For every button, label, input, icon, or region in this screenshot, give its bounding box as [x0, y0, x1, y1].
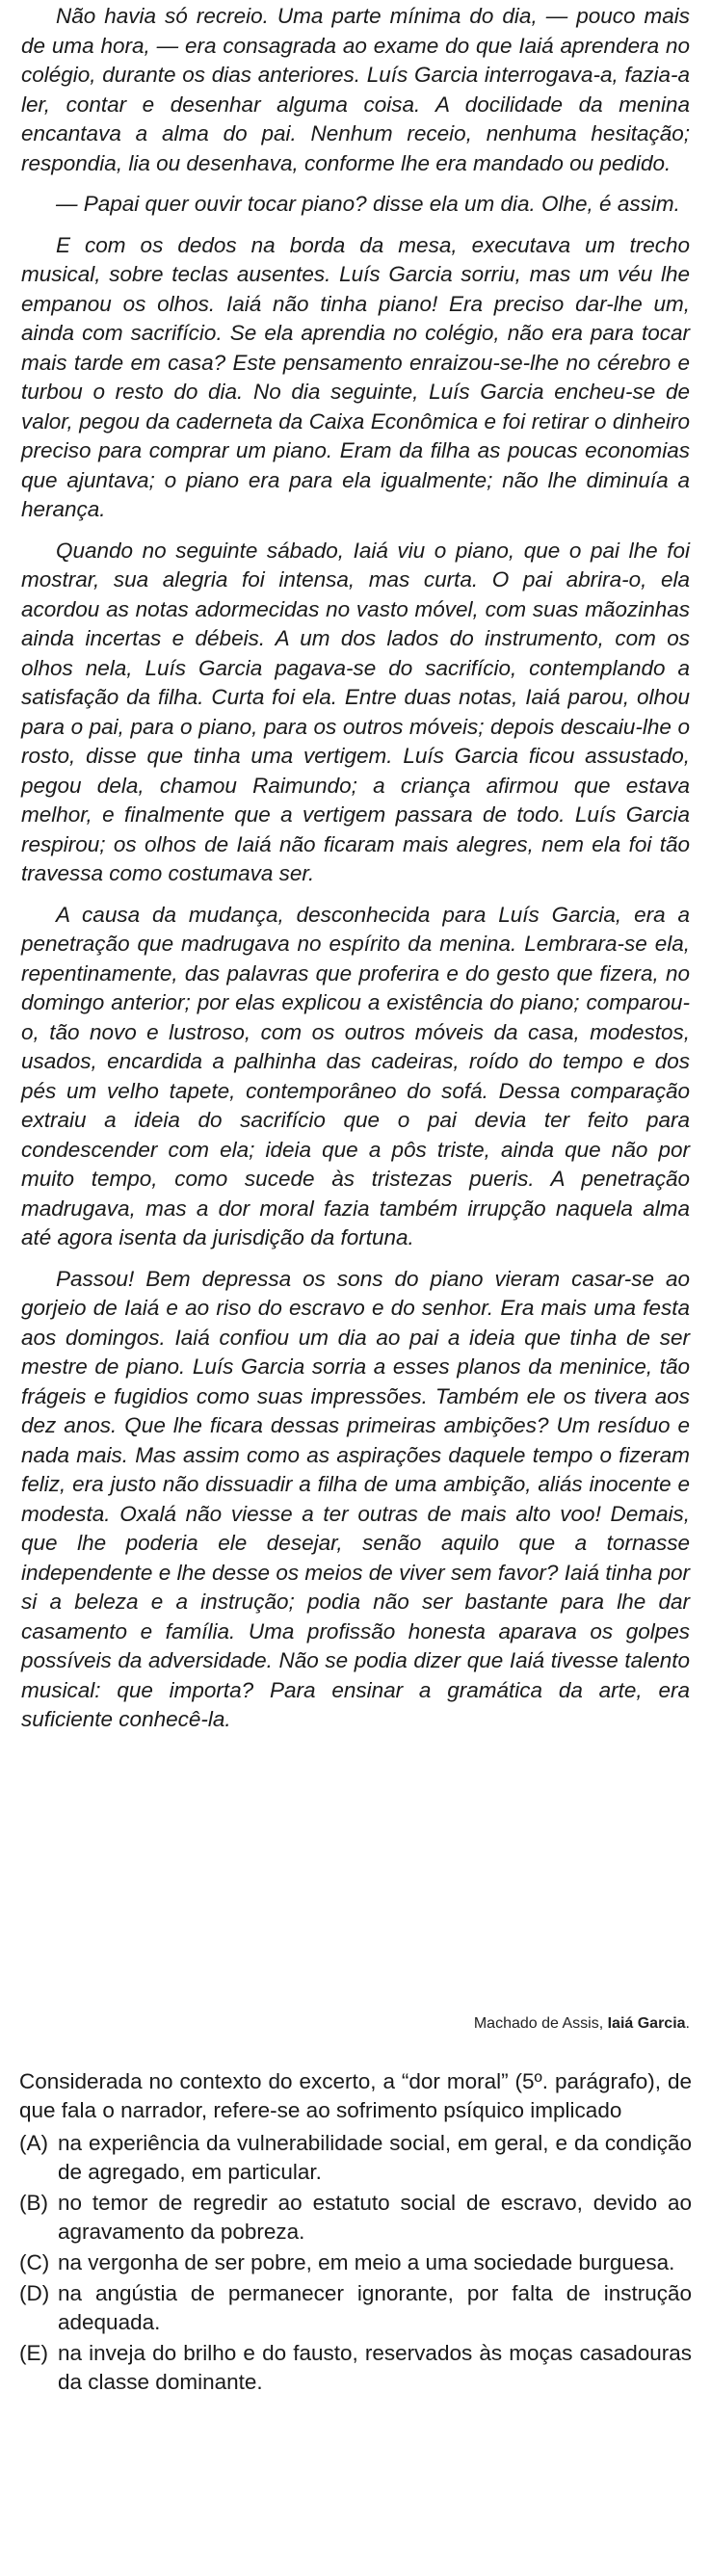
option-b[interactable]	[19, 2189, 692, 2247]
excerpt-paragraph-5: A causa da mudança, desconhecida para Luís Garcia, era a penetração que madrugava no espírito da menina. Lembrara-se ela, repentinamente, das palavras que proferira e do gesto que fizera, no domingo anterior; por elas explicou a existência do piano; comparou-o, tão novo e lustroso, com os outros móveis da casa, modestos, usados, encardida a palhinha das cadeiras, roído do tempo e dos pés um velho tapete, contemporâneo do sofá. Dessa comparação extraiu a ideia do sacrifício que o pai devia ter feito para condescender com ela; ideia que a pôs triste, ainda que não por muito tempo, como sucede às tristezas pueris. A penetração madrugava, mas a dor moral fazia também irrupção naquela alma até agora isenta da jurisdição da fortuna.	[21, 902, 690, 1249]
option-d[interactable]	[19, 2279, 692, 2337]
excerpt-paragraph-1: Não havia só recreio. Uma parte mínima do dia, — pouco mais de uma hora, — era consagrada ao exame do que Iaiá aprendera no colégio, durante os dias anteriores. Luís Garcia interrogava-a, fazia-a ler, contar e desenhar alguma coisa. A docilidade da menina encantava a alma do pai. Nenhum receio, nenhuma hesitação; respondia, lia ou desenhava, conforme lhe era mandado ou pedido.	[21, 4, 690, 175]
option-c-text: na vergonha de ser pobre, em meio a uma sociedade burguesa.	[58, 2250, 675, 2274]
excerpt-paragraph-6: Passou! Bem depressa os sons do piano vieram casar-se ao gorjeio de Iaiá e ao riso do escravo e do senhor. Era mais uma festa aos domingos. Iaiá confiou um dia ao pai a ideia que tinha de ser mestre de piano. Luís Garcia sorria a esses planos da meninice, tão frágeis e fugidios como suas impressões. Também ele os tivera aos dez anos. Que lhe ficara dessas primeiras ambições? Um resíduo e nada mais. Mas assim como as aspirações daquele tempo o fizeram feliz, era justo não dissuadir a filha de uma ambição, aliás inocente e modesta. Oxalá não viesse a ter outras de mais alto voo! Demais, que lhe poderia ele desejar, senão aquilo que a tornasse independente e lhe desse os meios de viver sem favor? Iaiá tinha por si a beleza e a instrução; podia não ser bastante para lhe dar casamento e família. Uma profissão honesta aparava os golpes possíveis da adversidade. Não se podia dizer que Iaiá tivesse talento musical: que importa? Para ensinar a gramática da arte, era suficiente conhecê-la.	[21, 1266, 690, 1731]
answer-options	[19, 2129, 692, 2397]
option-a[interactable]	[19, 2129, 692, 2187]
option-a-letter: (A)	[19, 2131, 48, 2155]
excerpt-paragraph-2: — Papai quer ouvir tocar piano? disse ela um dia. Olhe, é assim.	[56, 192, 680, 216]
literary-excerpt	[21, 2, 690, 1747]
option-b-letter: (B)	[19, 2191, 48, 2215]
source-author: Machado de Assis,	[473, 2015, 608, 2032]
excerpt-paragraph-4: Quando no seguinte sábado, Iaiá viu o piano, que o pai lhe foi mostrar, sua alegria foi intensa, mas curta. O pai abrira-o, ela acordou as notas adormecidas no vasto móvel, com suas mãozinhas ainda incertas e débeis. A um dos lados do instrumento, com os olhos nela, Luís Garcia pagava-se do sacrifício, contemplando a satisfação da filha. Curta foi ela. Entre duas notas, Iaiá parou, olhou para o pai, para o piano, para os outros móveis; depois descaiu-lhe o rosto, disse que tinha uma vertigem. Luís Garcia ficou assustado, pegou dela, chamou Raimundo; a criança afirmou que estava melhor, e finalmente que a vertigem passara de todo. Luís Garcia respirou; os olhos de Iaiá não ficaram mais alegres, nem ela foi tão travessa como costumava ser.	[21, 538, 690, 885]
option-d-letter: (D)	[19, 2281, 50, 2305]
source-end: .	[685, 2015, 690, 2032]
excerpt-paragraph-3: E com os dedos na borda da mesa, executava um trecho musical, sobre teclas ausentes. Luís Garcia sorriu, mas um véu lhe empanou os olhos. Iaiá não tinha piano! Era preciso dar-lhe um, ainda com sacrifício. Se ela aprendia no colégio, não era para tocar mais tarde em casa? Este pensamento enraizou-se-lhe no cérebro e turbou o resto do dia. No dia seguinte, Luís Garcia encheu-se de valor, pegou da caderneta da Caixa Econômica e foi retirar o dinheiro preciso para comprar um piano. Eram da filha as poucas economias que ajuntava; o piano era para ela igualmente; não lhe diminuía a herança.	[21, 232, 690, 521]
source-citation	[474, 2015, 690, 2033]
question-block	[19, 2067, 692, 2399]
option-c[interactable]	[19, 2248, 692, 2277]
source-work-title: Iaiá Garcia	[607, 2015, 686, 2032]
option-d-text: na angústia de permanecer ignorante, por falta de instrução adequada.	[58, 2281, 692, 2334]
option-e-text: na inveja do brilho e do fausto, reservados às moças casadouras da classe dominante.	[58, 2341, 692, 2394]
option-c-letter: (C)	[19, 2250, 50, 2274]
option-e-letter: (E)	[19, 2341, 48, 2365]
option-e[interactable]	[19, 2339, 692, 2397]
option-a-text: na experiência da vulnerabilidade social, em geral, e da condição de agregado, em particular.	[58, 2131, 692, 2184]
question-stem: Considerada no contexto do excerto, a “dor moral” (5º. parágrafo), de que fala o narrador, refere-se ao sofrimento psíquico implicado	[19, 2069, 692, 2122]
option-b-text: no temor de regredir ao estatuto social de escravo, devido ao agravamento da pobreza.	[58, 2191, 692, 2244]
